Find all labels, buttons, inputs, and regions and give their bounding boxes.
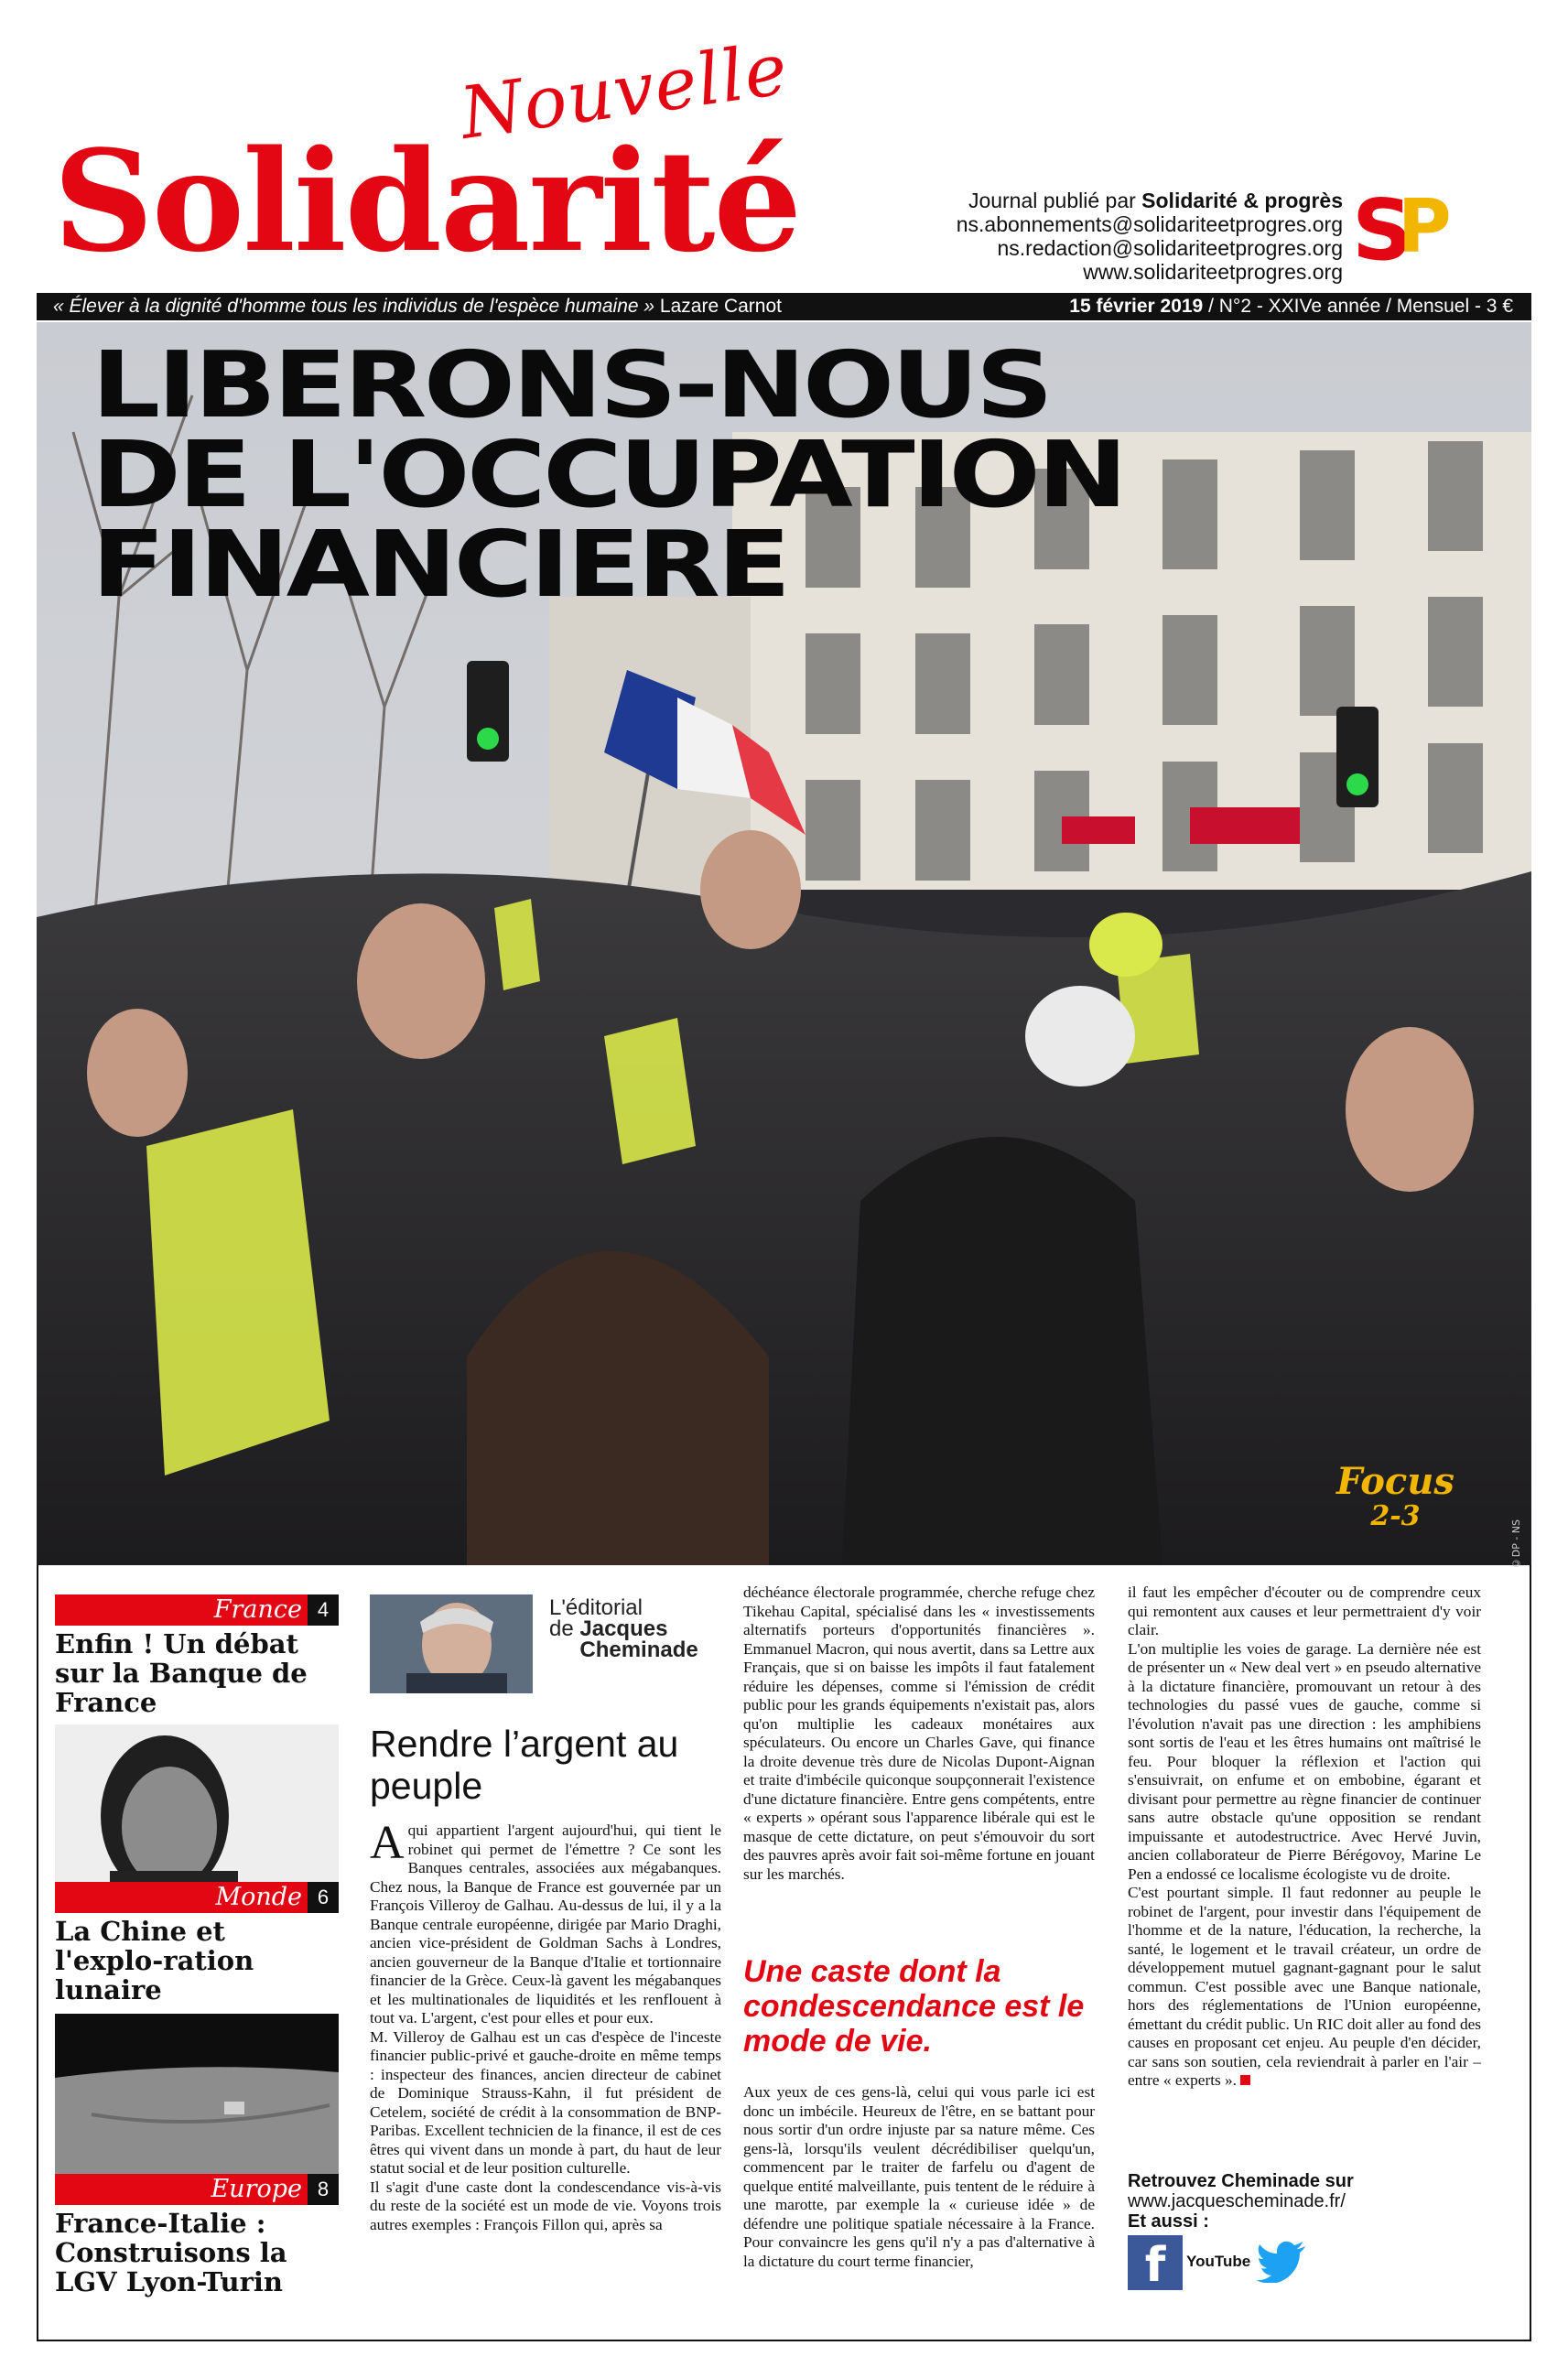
youtube-icon[interactable]: YouTube	[1186, 2253, 1251, 2270]
logo-nouvelle: Nouvelle	[455, 27, 794, 156]
editorial-column-2-top: déchéance électorale programmée, cherche refuge chez Tikehau Capital, spécialisé dans les « investissements alternatifs porteurs d'opportunités financières ». Emmanuel Macron, qui nous avertit, dans sa Lettre aux Français, que si on baisse les impôts il faut fatalement réduire les dépenses, comme si l'émission de crédit public pour les grands équipements n'existait pas, alors qu'on multiplie les cadeaux monétaires aux spéculateurs. Ou encore un Charles Gave, qui finance la droite devenue très dure de Nicolas Dupont-Aignan et traite d'imbécile quiconque soupçonnerait l'existence d'une dictature financière. Entre gens compétents, entre « experts » opérant sous l'apparence libérale qui est le masque de cette dictature, on peut s'émouvoir du sort des pauvres après avoir fait soi-même fortune en jouant sur les marchés.	[743, 1584, 1095, 1883]
motto-bar	[37, 293, 1531, 320]
focus-callout: Focus 2-3	[1336, 1460, 1454, 1532]
drop-cap: A	[370, 1817, 405, 1869]
retrouvez-block: Retrouvez Cheminade sur www.jacquescheminade.fr/ Et aussi : f YouTube	[1128, 2171, 1494, 2296]
section-title: La Chine et l'explo-ration lunaire	[55, 1916, 254, 2005]
section-monde[interactable]	[55, 1882, 339, 2178]
section-europe[interactable]	[55, 2174, 339, 2297]
twitter-icon[interactable]	[1256, 2241, 1307, 2287]
social-icons	[1128, 2235, 1494, 2296]
editorial-label: L'éditorial de Jacques Cheminade	[549, 1595, 698, 1662]
publisher-line: Journal publié par Solidarité & progrès	[968, 189, 1343, 212]
cheminade-website-link[interactable]: www.jacquescheminade.fr/	[1128, 2191, 1346, 2211]
website-link[interactable]: www.solidariteetprogres.org	[1083, 260, 1343, 284]
portrait-thumbnail	[55, 1724, 339, 1889]
end-mark	[1240, 2075, 1250, 2085]
author-photo	[370, 1594, 533, 1693]
subscriptions-email[interactable]: ns.abonnements@solidariteetprogres.org	[956, 212, 1343, 236]
section-label: France	[213, 1595, 302, 1624]
editorial-column-2-bottom: Aux yeux de ces gens-là, celui qui vous parle ici est donc un imbécile. Heureux de l'être, en se battant pour nous sortir d'un ordre injuste par sa nature même. Ces gens-là, lorsqu'ils veulent décrédibiliser quelqu'un, commencent par le traiter de farfelu ou d'agent de quelque entité malveillante, puis tentent de le réduire à une marotte, par exemple la « curieuse idée » de défendre une politique spatiale nécessaire à la France. Pour convaincre les gens qu'il n'y a pas d'alternative à la dictature du court terme financier,	[743, 2083, 1095, 2270]
editorial-author: Jacques Cheminade	[579, 1616, 698, 1662]
section-bar	[55, 1594, 339, 1626]
section-title: France-Italie : Construisons la LGV Lyon-Turin	[55, 2208, 287, 2297]
motto-author: Lazare Carnot	[659, 296, 782, 317]
section-label: Monde	[215, 1883, 302, 1911]
svg-text:P: P	[1398, 188, 1452, 269]
pull-quote: Une caste dont la condescendance est le mode de vie.	[743, 1954, 1085, 2059]
svg-text:S: S	[1352, 188, 1413, 270]
section-bar	[55, 1882, 339, 1913]
editorial-column-1: Aqui appartient l'argent aujourd'hui, qui tient le robinet qui permet de l'émettre ? Ce sont les Banques centrales, associées aux mégabanques. Chez nous, la Banque de France est gouvernée par un François Villeroy de Galhau. Au-dessus de lui, il y a la Banque centrale européenne, dirigée par Mario Draghi, ancien vice-président de Goldman Sachs à Londres, ancien gouverneur de la Banque d'Italie et tortionnaire financier de la Grèce. Ceux-là gavent les mégabanques et les multinationales de liquidités et les renflouent à tout va. L'argent, c'est pour elles et pour eux. M. Villeroy de Galhau est un cas d'espèce de l'inceste financier public-privé et gauche-droite en même temps : inspecteur des finances, ancien directeur de cabinet de Dominique Strauss-Kahn, il fut président de Cetelem, société de crédit à la consommation de BNP-Paribas. Excellent technicien de la finance, il est de ces êtres qui vivent dans un monde à part, du haut de leur statut social et de leur position culturelle. Il s'agit d'une caste dont la condescendance vis-à-vis du reste de la société est un mode de vie. Voyons trois autres exemples : François Fillon qui, après sa	[370, 1817, 721, 2233]
page-number: 4	[308, 1594, 339, 1626]
moon-thumbnail	[55, 2014, 339, 2178]
photo-credit: ©DP - NS	[1510, 1519, 1522, 1570]
section-france[interactable]	[55, 1594, 339, 1889]
page-number: 8	[308, 2174, 339, 2205]
issue-number: / N°2 - XXIVe année / Mensuel - 3 €	[1203, 296, 1513, 317]
section-bar	[55, 2174, 339, 2205]
section-label: Europe	[211, 2175, 302, 2203]
cover-headline: LIBERONS-NOUS DE L'OCCUPATION FINANCIERE	[92, 331, 1125, 618]
issue-date: 15 février 2019	[1069, 296, 1204, 317]
sp-logo	[1350, 188, 1478, 270]
page-number: 6	[308, 1882, 339, 1913]
editorial-column-3: il faut les empêcher d'écouter ou de comprendre ceux qui remontent aux causes et leur permettraient d'y voir clair. L'on multiplie les voies de garage. La dernière née est de présenter un « New deal vert » en pseudo alternative à la dictature financière, promouvant un retour à des technologies du passé vues de gauche, comme si l'évolution n'avait pas une direction : les amphibiens sont sortis de l'eau et les êtres humains ont maîtrisé le feu. Pour bloquer la réflexion et l'action qui s'ensuivrait, on enfume et on embobine, égarant et divisant pour permettre au règne financier de continuer sans autre obstacle qu'une opposition se rendant impuissante et autodestructrice. Avec Hervé Juvin, ancien collaborateur de Pierre Bérégovoy, Marine Le Pen a endossé ce localisme écologiste vu de droite. C'est pourtant simple. Il faut redonner au peuple le robinet de l'argent, pour investir dans l'équipement de l'homme et de la nature, l'éducation, la recherche, la santé, le logement et le travail créateur, un ordre de développement mutuel gagnant-gagnant pour le salut commun. C'est possible avec une Banque nationale, hors des réglementations de l'Union européenne, émettant du crédit public. Un RIC doit aller au fond des causes en proposant cet enjeu. Au peuple d'en décider, car sans son soutien, cela reviendrait à parler en l'air – entre « experts ».	[1128, 1584, 1481, 2089]
issue-info	[1069, 293, 1513, 320]
section-title: Enfin ! Un débat sur la Banque de France	[55, 1628, 308, 1718]
motto: « Élever à la dignité d'homme tous les individus de l'espèce humaine » Lazare Carnot	[53, 296, 782, 317]
facebook-icon[interactable]: f	[1128, 2235, 1183, 2290]
editorial-title: Rendre l’argent au peuple	[370, 1723, 679, 1807]
logo-solidarite: Solidarité	[53, 119, 801, 283]
redaction-email[interactable]: ns.redaction@solidariteetprogres.org	[997, 236, 1343, 260]
